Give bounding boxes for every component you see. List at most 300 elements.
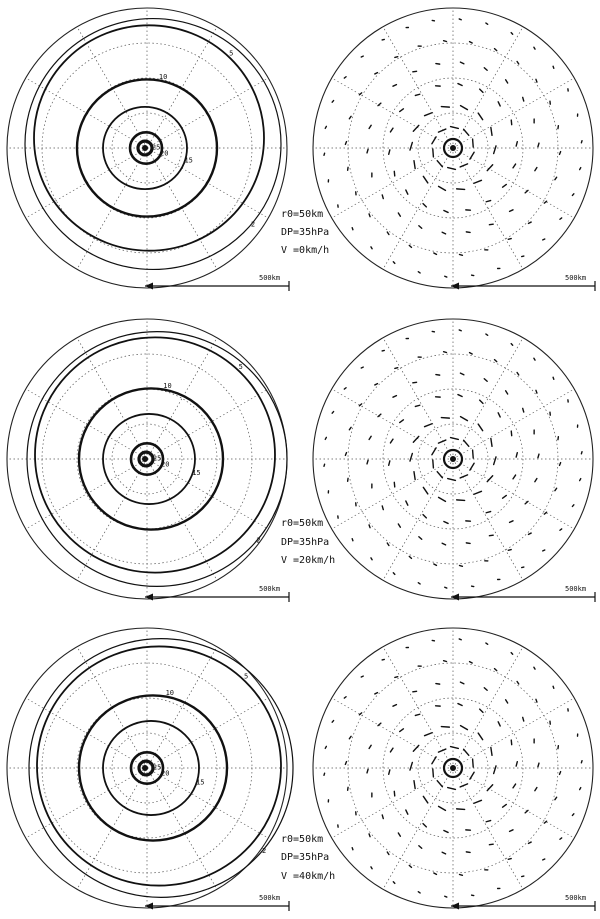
wind-vector	[444, 661, 447, 662]
wind-vector	[538, 454, 539, 458]
wind-vector	[466, 852, 470, 853]
wind-vector	[494, 766, 496, 774]
wind-vector	[494, 457, 496, 465]
wind-vector	[382, 659, 384, 660]
wind-vector	[359, 404, 361, 406]
wind-vector	[506, 80, 508, 83]
wind-vector	[425, 113, 432, 116]
wind-vector	[544, 512, 546, 514]
wind-vector	[414, 472, 415, 480]
wind-vector	[486, 334, 488, 335]
wind-vector	[457, 500, 465, 501]
wind-vector	[478, 733, 482, 740]
wind-vector	[525, 190, 528, 192]
grid-spoke	[147, 647, 217, 768]
wind-vector	[522, 567, 524, 568]
wind-vector	[535, 479, 537, 482]
wind-vector	[387, 543, 389, 546]
param-r0-2: r0=50km	[281, 518, 324, 529]
wind-vector	[425, 424, 432, 427]
wind-vector	[543, 550, 545, 551]
wind-vector	[393, 882, 395, 884]
wind-vector	[393, 262, 395, 264]
wind-vector	[510, 830, 513, 832]
param-r0-3: r0=50km	[281, 834, 324, 845]
wind-vector	[378, 414, 381, 416]
wind-vector	[441, 107, 449, 108]
wind-vector	[484, 688, 487, 691]
wind-vector	[414, 161, 415, 169]
contour-label: 25	[151, 143, 161, 152]
wind-vector	[517, 61, 519, 64]
wind-vector	[389, 770, 390, 774]
wind-vector	[560, 152, 561, 155]
vector-plot-1	[313, 8, 595, 291]
wind-vector	[419, 226, 422, 229]
wind-vector	[495, 669, 497, 671]
wind-vector	[511, 344, 513, 346]
grid-spoke	[453, 698, 574, 768]
wind-vector	[387, 232, 389, 235]
wind-vector	[439, 186, 446, 190]
contour-label: 10	[163, 382, 172, 391]
wind-vector	[369, 834, 370, 837]
wind-vector	[413, 382, 417, 383]
wind-vector	[508, 550, 511, 551]
wind-vector	[324, 153, 325, 155]
contour-label: 10	[158, 73, 168, 82]
grid-spoke	[147, 698, 268, 768]
eye-center	[142, 456, 148, 462]
wind-vector	[511, 33, 513, 35]
wind-vector	[451, 127, 459, 129]
wind-vector	[560, 463, 561, 466]
wind-vector	[498, 413, 500, 417]
wind-vector	[528, 842, 531, 843]
param-v-2: V =20km/h	[281, 555, 336, 566]
param-v-3: V =40km/h	[281, 871, 336, 882]
wind-vector	[535, 168, 537, 171]
grid-spoke	[332, 768, 453, 838]
wind-vector	[418, 583, 420, 584]
contour-label: 20	[161, 460, 170, 469]
wind-vector	[445, 587, 447, 588]
wind-vector	[506, 700, 508, 703]
wind-vector	[367, 149, 368, 153]
param-r0-1: r0=50km	[281, 209, 324, 220]
wind-vector	[516, 453, 517, 457]
scale-label: 500km	[565, 585, 587, 593]
wind-vector	[489, 224, 493, 225]
wind-vector	[418, 272, 420, 273]
wind-vector	[480, 89, 483, 92]
row-2	[7, 319, 595, 602]
wind-vector	[436, 684, 440, 685]
wind-vector	[406, 810, 408, 814]
param-dp-1: DP=35hPa	[281, 227, 330, 238]
wind-vector	[433, 460, 434, 468]
wind-vector	[517, 681, 519, 684]
wind-vector	[375, 693, 378, 694]
wind-vector	[406, 190, 408, 194]
wind-vector	[487, 476, 492, 482]
wind-vector	[419, 846, 422, 849]
wind-vector	[382, 350, 384, 351]
wind-vector	[560, 529, 562, 530]
wind-vector	[458, 395, 462, 397]
wind-vector	[478, 113, 482, 120]
wind-vector	[389, 150, 390, 154]
wind-vector	[359, 93, 361, 95]
wind-vector	[464, 129, 469, 135]
wind-vector	[448, 168, 456, 170]
wind-vector	[344, 77, 346, 78]
wind-vector	[409, 245, 411, 247]
grid-spoke	[332, 459, 453, 529]
wind-vector	[444, 522, 448, 524]
wind-vector	[528, 222, 531, 223]
wind-vector	[487, 785, 492, 791]
wind-vector	[461, 726, 468, 730]
wind-vector	[434, 564, 437, 565]
contour-plot-2	[7, 319, 289, 602]
wind-vector	[470, 772, 474, 779]
wind-vector	[511, 653, 513, 655]
wind-vector	[395, 677, 398, 678]
wind-vector	[448, 479, 456, 481]
contour-label: 5	[243, 672, 249, 681]
wind-vector	[325, 437, 326, 439]
wind-vector	[536, 390, 537, 393]
wind-vector	[572, 814, 573, 816]
wind-vector	[369, 525, 370, 528]
wind-vector	[344, 697, 346, 698]
wind-vector	[393, 85, 396, 87]
wind-vector	[461, 106, 468, 110]
contour-label: 15	[192, 468, 201, 477]
wind-vector	[555, 797, 557, 799]
wind-vector	[474, 491, 481, 494]
grid-spoke	[453, 78, 574, 148]
eye-center	[142, 765, 148, 771]
wind-vector	[423, 824, 426, 827]
contour-label: 15	[196, 778, 205, 787]
wind-vector	[382, 39, 384, 40]
wind-vector	[437, 472, 442, 478]
wind-vector	[503, 495, 507, 498]
wind-vector	[395, 368, 398, 369]
scale-label: 500km	[565, 274, 587, 282]
wind-vector	[359, 713, 361, 715]
wind-vector	[344, 388, 346, 389]
wind-vector	[538, 143, 539, 147]
eye-center	[450, 145, 456, 151]
wind-vector	[425, 733, 432, 736]
wind-vector	[361, 56, 363, 57]
wind-vector	[572, 194, 573, 196]
wind-vector	[513, 784, 516, 788]
wind-vector	[437, 781, 442, 787]
wind-vector	[445, 276, 447, 277]
wind-vector	[423, 204, 426, 207]
wind-vector	[555, 488, 557, 490]
wind-vector	[332, 101, 333, 103]
wind-vector	[439, 806, 446, 810]
wind-vector	[495, 49, 497, 51]
wind-vector	[506, 391, 508, 394]
row-1	[7, 8, 595, 291]
wind-vector	[460, 566, 463, 567]
wind-vector	[345, 762, 346, 765]
wind-vector	[498, 102, 500, 106]
wind-vector	[382, 195, 383, 199]
wind-vector	[345, 453, 346, 456]
wind-vector	[480, 709, 483, 712]
wind-vector	[393, 573, 395, 575]
wind-vector	[413, 691, 417, 692]
wind-vector	[510, 210, 513, 212]
wind-vector	[393, 705, 396, 707]
wind-vector	[536, 699, 537, 702]
wind-vector	[464, 440, 469, 446]
wind-vector	[382, 506, 383, 510]
wind-vector	[543, 859, 545, 860]
wind-vector	[486, 821, 490, 822]
wind-vector	[389, 461, 390, 465]
wind-vector	[369, 745, 371, 748]
wind-vector	[451, 747, 459, 749]
wind-vector	[544, 821, 546, 823]
wind-vector	[436, 64, 440, 65]
wind-vector	[349, 427, 351, 429]
wind-vector	[460, 875, 463, 876]
wind-vector	[560, 218, 562, 219]
contour-plot-3	[7, 628, 293, 911]
wind-vector	[439, 497, 446, 501]
wind-vector	[432, 448, 436, 455]
wind-vector	[451, 438, 459, 440]
wind-vector	[371, 867, 372, 869]
wind-vector	[486, 201, 490, 202]
wind-vector	[473, 450, 474, 458]
wind-vector	[423, 515, 426, 518]
wind-vector	[352, 539, 353, 541]
wind-vector	[349, 736, 351, 738]
contour-label: 20	[160, 149, 169, 158]
wind-vector	[432, 137, 436, 144]
wind-vector	[410, 142, 412, 150]
wind-vector	[441, 418, 449, 419]
wind-vector	[480, 400, 483, 403]
wind-vector	[535, 788, 537, 791]
wind-vector	[324, 464, 325, 466]
wind-vector	[534, 47, 535, 49]
param-dp-3: DP=35hPa	[281, 852, 330, 863]
wind-vector	[423, 176, 427, 183]
wind-vector	[555, 177, 557, 179]
wind-vector	[418, 892, 420, 893]
contour-label: 2	[256, 536, 261, 545]
scale-label: 500km	[259, 894, 281, 902]
wind-vector	[580, 168, 581, 170]
wind-vector	[560, 838, 562, 839]
row-3	[7, 628, 595, 911]
wind-vector	[458, 84, 462, 86]
wind-vector	[508, 239, 511, 240]
wind-vector	[423, 487, 427, 494]
wind-vector	[369, 214, 370, 217]
wind-vector	[444, 211, 448, 213]
wind-vector	[457, 809, 465, 810]
wind-vector	[534, 667, 535, 669]
wind-vector	[442, 543, 445, 545]
wind-vector	[572, 505, 573, 507]
wind-vector	[413, 745, 418, 751]
wind-vector	[442, 852, 445, 854]
wind-vector	[415, 94, 419, 95]
wind-vector	[410, 453, 412, 461]
wind-vector	[382, 815, 383, 819]
wind-vector	[415, 405, 419, 406]
wind-vector	[484, 379, 487, 382]
wind-vector	[400, 420, 404, 423]
wind-vector	[345, 142, 346, 145]
wind-vector	[486, 23, 488, 24]
wind-vector	[433, 149, 434, 157]
wind-vector	[458, 704, 462, 706]
wind-vector	[473, 139, 474, 147]
vector-plot-2	[313, 319, 595, 602]
wind-vector	[510, 521, 513, 523]
wind-vector	[489, 535, 493, 536]
wind-vector	[484, 68, 487, 71]
wind-vector	[395, 57, 398, 58]
wind-vector	[459, 330, 461, 331]
wind-vector	[487, 165, 492, 171]
wind-vector	[398, 833, 400, 836]
wind-vector	[423, 796, 427, 803]
wind-vector	[393, 396, 396, 398]
wind-vector	[460, 255, 463, 256]
wind-vector	[560, 772, 561, 775]
eye-center	[450, 765, 456, 771]
wind-vector	[470, 353, 473, 354]
wind-vector	[324, 773, 325, 775]
wind-vector	[325, 126, 326, 128]
wind-vector	[400, 109, 404, 112]
wind-vector	[378, 103, 381, 105]
scale-label: 500km	[565, 894, 587, 902]
wind-vector	[534, 358, 535, 360]
wind-vector	[419, 537, 422, 540]
wind-vector	[444, 352, 447, 353]
wind-vector	[448, 788, 456, 790]
wind-vector	[378, 723, 381, 725]
wind-vector	[434, 873, 437, 874]
wind-vector	[409, 865, 411, 867]
wind-vector	[325, 746, 326, 748]
wind-vector	[581, 141, 582, 143]
wind-vector	[445, 896, 447, 897]
wind-vector	[470, 662, 473, 663]
wind-vector	[495, 360, 497, 362]
wind-vector	[494, 146, 496, 154]
wind-vector	[409, 556, 411, 558]
wind-vector	[523, 97, 524, 101]
wind-vector	[466, 543, 470, 544]
wind-vector	[486, 643, 488, 644]
wind-vector	[413, 125, 418, 131]
wind-vector	[473, 759, 474, 767]
contour-label: 25	[152, 763, 162, 772]
wind-vector	[361, 367, 363, 368]
wind-vector	[415, 714, 419, 715]
wind-vector	[375, 384, 378, 385]
wind-vector	[516, 142, 517, 146]
grid-spoke	[147, 338, 217, 459]
wind-vector	[517, 372, 519, 375]
wind-vector	[464, 749, 469, 755]
wind-vector	[470, 42, 473, 43]
wind-vector	[390, 748, 393, 752]
eye-center	[142, 145, 148, 151]
contour-label: 15	[184, 156, 193, 165]
wind-vector	[525, 810, 528, 812]
wind-vector	[553, 686, 554, 688]
wind-vector	[444, 831, 448, 833]
wind-vector	[513, 164, 516, 168]
grid-spoke	[26, 459, 147, 529]
wind-vector	[460, 62, 463, 64]
wind-vector	[516, 762, 517, 766]
wind-vector	[491, 438, 492, 446]
wind-vector	[442, 232, 445, 234]
wind-vector	[553, 66, 554, 68]
wind-vector	[466, 232, 470, 233]
wind-vector	[508, 859, 511, 860]
wind-vector	[503, 804, 507, 807]
wind-vector	[413, 436, 418, 442]
wind-vector	[474, 180, 481, 183]
wind-vector	[459, 639, 461, 640]
wind-vector	[460, 682, 463, 684]
param-dp-2: DP=35hPa	[281, 537, 330, 548]
wind-vector	[349, 116, 351, 118]
grid-spoke	[453, 389, 574, 459]
wind-vector	[361, 676, 363, 677]
wind-vector	[352, 848, 353, 850]
wind-vector	[580, 788, 581, 790]
param-v-1: V =0km/h	[281, 245, 330, 256]
wind-vector	[332, 412, 333, 414]
wind-vector	[543, 239, 545, 240]
wind-vector	[525, 501, 528, 503]
wind-vector	[553, 377, 554, 379]
wind-vector	[503, 184, 507, 187]
wind-vector	[332, 721, 333, 723]
wind-vector	[444, 41, 447, 42]
wind-vector	[414, 781, 415, 789]
grid-spoke	[332, 148, 453, 218]
wind-vector	[461, 417, 468, 421]
wind-vector	[460, 373, 463, 375]
contour-label: 2	[261, 847, 267, 856]
wind-vector	[369, 436, 371, 439]
wind-vector	[491, 747, 492, 755]
wind-vector	[498, 722, 500, 726]
wind-vector	[544, 201, 546, 203]
wind-vector	[437, 161, 442, 167]
